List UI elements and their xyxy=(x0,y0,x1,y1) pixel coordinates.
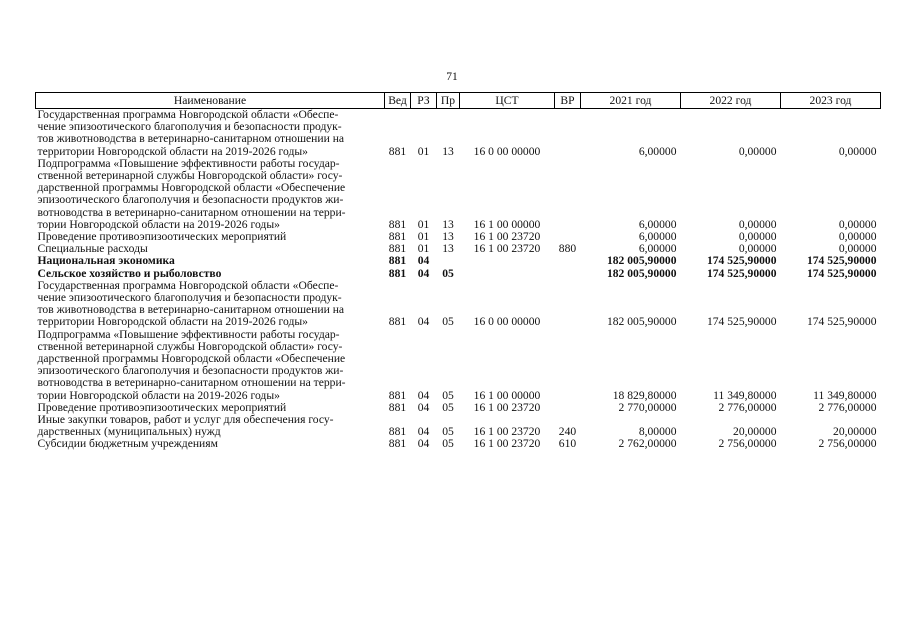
cell-rz: 04 xyxy=(417,266,430,280)
table-row xyxy=(36,329,881,402)
row-name-line: чение эпизоотического благополучия и безопасности продук- xyxy=(37,120,342,134)
cell-2023: 2 756,00000 xyxy=(818,437,877,451)
cell-vr xyxy=(555,109,581,158)
cell-ved: 881 xyxy=(388,315,407,329)
cell-rz: 01 xyxy=(417,217,430,231)
table-row xyxy=(36,280,881,329)
row-name-line: Государственная программа Новгородской области «Обеспе- xyxy=(37,108,339,121)
cell-pr: 05 xyxy=(442,437,454,451)
cell-2021: 2 762,00000 xyxy=(618,437,677,451)
cell-cst: 16 1 00 23720 xyxy=(473,425,541,439)
column-header-cst: ЦСТ xyxy=(460,93,555,109)
table-row xyxy=(36,414,881,438)
row-name-line: ственной ветеринарной службы Новгородской области» госу- xyxy=(37,169,343,183)
cell-2021: 182 005,90000 xyxy=(606,315,677,329)
cell-2021: 182 005,90000 xyxy=(606,254,677,268)
column-header-pr: Пр xyxy=(437,93,460,109)
cell-2023: 0,00000 xyxy=(838,217,877,231)
cell-cst: 16 1 00 23720 xyxy=(473,242,541,256)
cell-pr xyxy=(437,255,460,267)
column-header-name: Наименование xyxy=(36,93,385,109)
budget-table xyxy=(35,92,881,451)
cell-pr: 05 xyxy=(442,266,454,280)
table-body xyxy=(36,109,881,451)
row-name-line: вотноводства в ветеринарно-санитарном отношении на терри- xyxy=(37,376,346,390)
cell-2022: 11 349,80000 xyxy=(713,388,777,402)
cell-pr: 05 xyxy=(442,315,454,329)
row-name-line: тории Новгородской области на 2019-2026 годы» xyxy=(37,388,280,402)
column-header-vr: ВР xyxy=(555,93,581,109)
cell-ved: 881 xyxy=(388,254,407,268)
cell-vr xyxy=(555,255,581,267)
cell-2022: 20,00000 xyxy=(733,425,777,439)
cell-cst: 16 1 00 00000 xyxy=(473,388,541,402)
row-name xyxy=(36,158,385,231)
cell-rz: 01 xyxy=(417,230,430,244)
row-name-line: тов животноводства в ветеринарно-санитарном отношении на xyxy=(37,132,345,146)
cell-ved: 881 xyxy=(388,217,407,231)
row-name-line: эпизоотического благополучия и безопасности продуктов жи- xyxy=(37,193,344,207)
cell-2023: 2 776,00000 xyxy=(818,400,877,414)
cell-2021: 8,00000 xyxy=(638,425,677,439)
row-name-line: эпизоотического благополучия и безопасности продуктов жи- xyxy=(37,364,344,378)
cell-2022: 174 525,90000 xyxy=(706,254,777,268)
cell-cst: 16 1 00 23720 xyxy=(473,400,541,414)
cell-vr: 610 xyxy=(558,437,577,451)
cell-ved: 881 xyxy=(388,437,407,451)
cell-2023: 174 525,90000 xyxy=(806,254,877,268)
cell-ved: 881 xyxy=(388,144,407,158)
cell-cst: 16 0 00 00000 xyxy=(473,144,541,158)
cell-cst: 16 0 00 00000 xyxy=(473,315,541,329)
row-name-line: Субсидии бюджетным учреждениям xyxy=(37,437,218,451)
cell-2023: 174 525,90000 xyxy=(806,266,877,280)
row-name xyxy=(36,329,385,402)
cell-rz: 01 xyxy=(417,242,430,256)
cell-2022: 0,00000 xyxy=(738,217,777,231)
row-name-line: территории Новгородской области на 2019-2026 годы» xyxy=(37,315,308,329)
column-header-2022: 2022 год xyxy=(681,93,781,109)
table-header xyxy=(36,93,881,109)
cell-2021: 18 829,80000 xyxy=(612,388,677,402)
cell-2023: 11 349,80000 xyxy=(813,388,877,402)
cell-cst xyxy=(460,255,555,267)
table-row xyxy=(36,268,881,280)
cell-2021: 6,00000 xyxy=(638,217,677,231)
row-name-line: Проведение противоэпизоотических мероприятий xyxy=(37,400,287,414)
row-name-line: дарственной программы Новгородской области «Обеспечение xyxy=(37,352,346,366)
row-name-line: Иные закупки товаров, работ и услуг для обеспечения госу- xyxy=(37,413,334,427)
cell-2023: 0,00000 xyxy=(838,144,877,158)
row-name-line: тов животноводства в ветеринарно-санитарном отношении на xyxy=(37,303,345,317)
cell-vr xyxy=(555,268,581,280)
row-name-line: Специальные расходы xyxy=(37,242,148,256)
row-name xyxy=(36,280,385,329)
cell-ved: 881 xyxy=(388,266,407,280)
row-name-line: вотноводства в ветеринарно-санитарном отношении на терри- xyxy=(37,205,346,219)
cell-2021: 2 770,00000 xyxy=(618,400,677,414)
table-row xyxy=(36,255,881,267)
column-header-rz: РЗ xyxy=(411,93,437,109)
row-name-line: территории Новгородской области на 2019-2026 годы» xyxy=(37,144,308,158)
cell-2023: 174 525,90000 xyxy=(806,315,877,329)
cell-rz: 04 xyxy=(417,400,430,414)
table-row xyxy=(36,438,881,450)
table-row xyxy=(36,109,881,158)
cell-ved: 881 xyxy=(388,388,407,402)
cell-rz: 04 xyxy=(417,388,430,402)
cell-vr: 240 xyxy=(558,425,577,439)
row-name-line: Государственная программа Новгородской области «Обеспе- xyxy=(37,278,339,292)
cell-pr: 05 xyxy=(442,425,454,439)
cell-ved: 881 xyxy=(388,242,407,256)
cell-rz: 04 xyxy=(417,425,430,439)
cell-vr xyxy=(555,402,581,414)
row-name xyxy=(36,109,385,158)
row-name-line: дарственной программы Новгородской области «Обеспечение xyxy=(37,181,346,195)
cell-2022: 174 525,90000 xyxy=(706,266,777,280)
column-header-ved: Вед xyxy=(385,93,411,109)
cell-rz: 04 xyxy=(417,254,430,268)
cell-2022: 0,00000 xyxy=(738,230,777,244)
cell-2021: 6,00000 xyxy=(638,242,677,256)
cell-cst: 16 1 00 00000 xyxy=(473,217,541,231)
row-name-line: чение эпизоотического благополучия и безопасности продук- xyxy=(37,291,342,305)
row-name-line: Проведение противоэпизоотических мероприятий xyxy=(37,230,287,244)
row-name-line: Подпрограмма «Повышение эффективности работы государ- xyxy=(37,327,340,341)
cell-vr: 880 xyxy=(558,242,577,256)
cell-vr xyxy=(555,158,581,231)
cell-ved: 881 xyxy=(388,425,407,439)
row-name-line: Национальная экономика xyxy=(37,254,175,268)
row-name xyxy=(36,438,385,450)
cell-2021: 6,00000 xyxy=(638,230,677,244)
row-name-line: ственной ветеринарной службы Новгородской области» госу- xyxy=(37,339,343,353)
cell-cst: 16 1 00 23720 xyxy=(473,437,541,451)
cell-vr xyxy=(555,280,581,329)
cell-pr: 05 xyxy=(442,400,454,414)
cell-2022: 174 525,90000 xyxy=(706,315,777,329)
cell-pr: 13 xyxy=(442,144,454,158)
cell-pr: 13 xyxy=(442,217,454,231)
cell-cst xyxy=(460,268,555,280)
row-name xyxy=(36,268,385,280)
cell-ved: 881 xyxy=(388,230,407,244)
cell-2021: 182 005,90000 xyxy=(606,266,677,280)
row-name xyxy=(36,414,385,438)
row-name xyxy=(36,255,385,267)
row-name-line: Подпрограмма «Повышение эффективности работы государ- xyxy=(37,156,340,170)
cell-2023: 0,00000 xyxy=(838,242,877,256)
cell-2022: 0,00000 xyxy=(738,144,777,158)
cell-pr: 05 xyxy=(442,388,454,402)
cell-2021: 6,00000 xyxy=(638,144,677,158)
cell-2023: 20,00000 xyxy=(833,425,877,439)
cell-rz: 01 xyxy=(417,144,430,158)
cell-rz: 04 xyxy=(417,437,430,451)
cell-vr xyxy=(555,329,581,402)
cell-pr: 13 xyxy=(442,242,454,256)
cell-pr: 13 xyxy=(442,230,454,244)
cell-2023: 0,00000 xyxy=(838,230,877,244)
cell-2022: 0,00000 xyxy=(738,242,777,256)
cell-rz: 04 xyxy=(417,315,430,329)
page-number: 71 xyxy=(446,71,458,83)
row-name-line: тории Новгородской области на 2019-2026 годы» xyxy=(37,217,280,231)
table-row xyxy=(36,158,881,231)
cell-ved: 881 xyxy=(388,400,407,414)
cell-2022: 2 776,00000 xyxy=(718,400,777,414)
column-header-2023: 2023 год xyxy=(781,93,881,109)
cell-cst: 16 1 00 23720 xyxy=(473,230,541,244)
row-name-line: Сельское хозяйство и рыболовство xyxy=(37,266,222,280)
column-header-2021: 2021 год xyxy=(581,93,681,109)
row-name-line: дарственных (муниципальных) нужд xyxy=(37,425,221,439)
cell-2022: 2 756,00000 xyxy=(718,437,777,451)
